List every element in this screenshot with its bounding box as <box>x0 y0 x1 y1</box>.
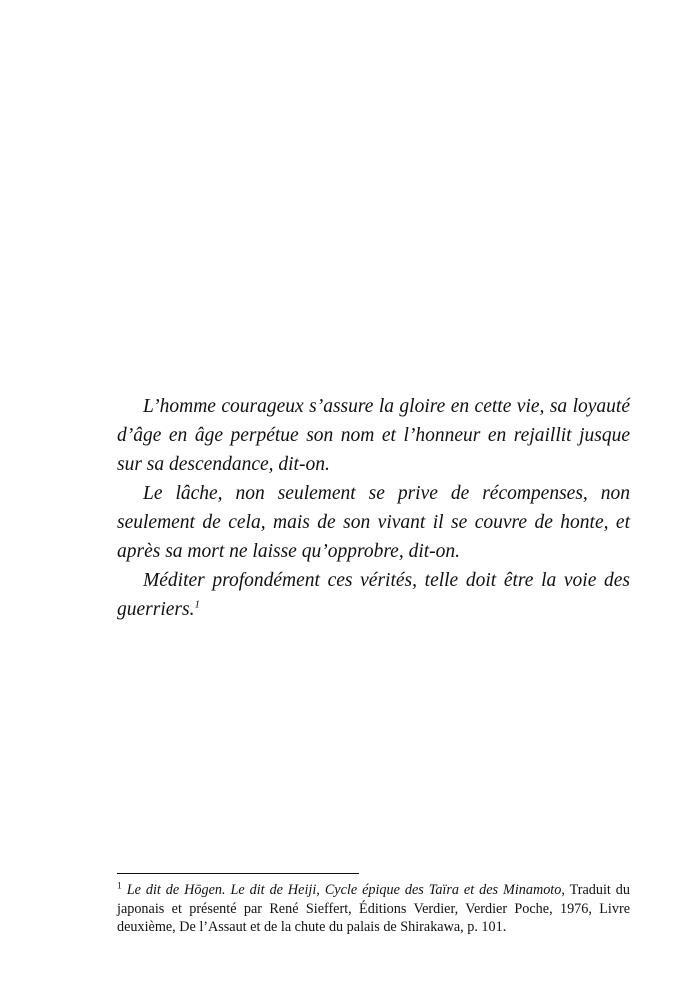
epigraph-paragraph-2: Le lâche, non seulement se prive de récompenses, non seulement de cela, mais de son vivant il se couvre de honte, et après sa mort ne laisse qu’opprobre, dit-on. <box>117 483 630 562</box>
epigraph-paragraph-3 <box>117 566 630 624</box>
footnote-citation: , Traduit du japonais et présenté par René Sieffert, Éditions Verdier, Verdier Poche, 1976, Livre deuxième, De l’Assaut et de la chute du palais de Shirakawa, p. 101. <box>117 882 630 935</box>
footnote <box>117 881 630 937</box>
epigraph-quote <box>117 392 630 624</box>
epigraph-paragraph-3-text: Méditer profondément ces vérités, telle doit être la voie des guerriers. <box>117 570 630 620</box>
footnote-separator <box>117 873 359 874</box>
footnote-text <box>117 881 630 937</box>
epigraph-paragraph-1: L’homme courageux s’assure la gloire en cette vie, sa loyauté d’âge en âge perpétue son nom et l’honneur en rejaillit jusque sur sa descendance, dit-on. <box>117 396 630 475</box>
footnote-title: Le dit de Hōgen. Le dit de Heiji, Cycle épique des Taïra et des Minamoto <box>126 882 562 898</box>
footnote-marker: 1 <box>117 881 122 892</box>
footnote-reference[interactable]: 1 <box>194 598 200 611</box>
